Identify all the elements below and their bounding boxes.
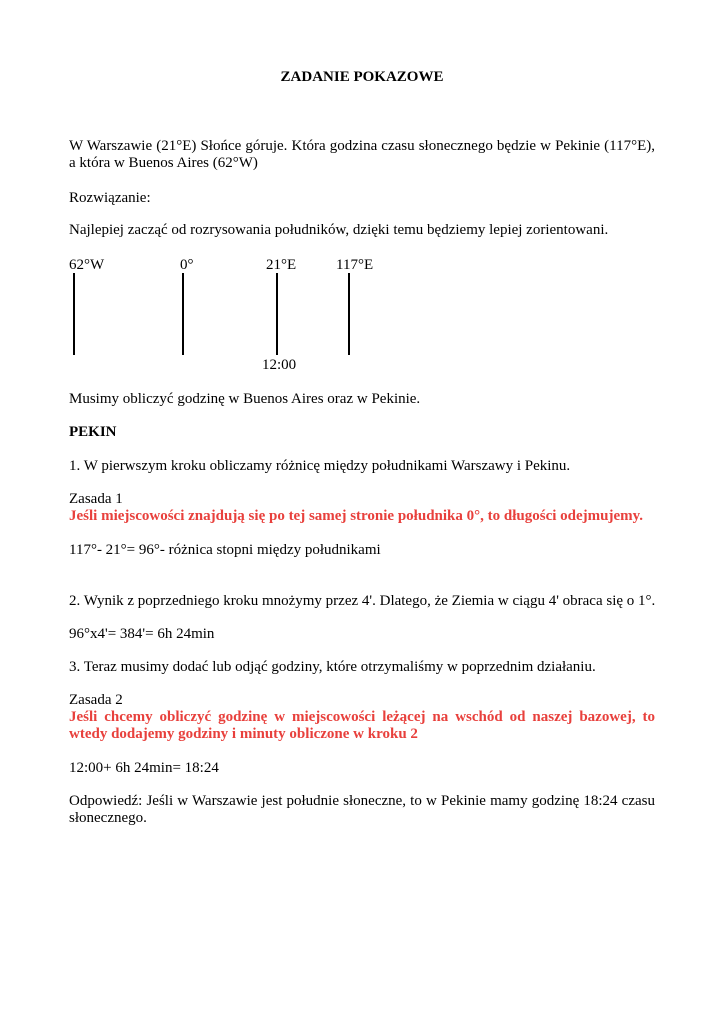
rule-1-text: Jeśli miejscowości znajdują się po tej samej stronie południka 0°, to długości odejmujemy. [69,508,644,524]
step-1-text: 1. W pierwszym kroku obliczamy różnicę między południkami Warszawy i Pekinu. [69,458,571,474]
rule-1-label: Zasada 1 [69,491,123,507]
calc-3-text: 12:00+ 6h 24min= 18:24 [69,760,219,776]
rule-2-label: Zasada 2 [69,692,123,708]
page-title: ZADANIE POKAZOWE [280,69,444,85]
meridian-line-62w [73,273,75,355]
section-heading-pekin: PEKIN [69,424,117,440]
meridian-label-0: 0° [180,257,194,273]
step-2-text: 2. Wynik z poprzedniego kroku mnożymy przez 4'. Dlatego, że Ziemia w ciągu 4' obraca się o 1°. [69,593,656,609]
solution-label: Rozwiązanie: [69,190,151,206]
meridian-label-21e: 21°E [266,257,297,273]
intro-text: Najlepiej zacząć od rozrysowania południków, dzięki temu będziemy lepiej zorientowani. [69,222,609,238]
meridian-line-21e [276,273,278,355]
compute-text: Musimy obliczyć godzinę w Buenos Aires oraz w Pekinie. [69,391,421,407]
meridian-line-0 [182,273,184,355]
step-3-text: 3. Teraz musimy dodać lub odjąć godziny, które otrzymaliśmy w poprzednim działaniu. [69,659,596,675]
meridian-time-21e: 12:00 [262,357,297,373]
rule-2-text: Jeśli chcemy obliczyć godzinę w miejscowości leżącej na wschód od naszej bazowej, to wtedy dodajemy godziny i minuty obliczone w kroku 2 [69,709,655,742]
meridian-label-117e: 117°E [336,257,374,273]
answer-text: Odpowiedź: Jeśli w Warszawie jest południe słoneczne, to w Pekinie mamy godzinę 18:24 czasu słonecznego. [69,793,655,826]
calc-2-text: 96°x4'= 384'= 6h 24min [69,626,215,642]
meridian-line-117e [348,273,350,355]
question-text: W Warszawie (21°E) Słońce góruje. Która godzina czasu słonecznego będzie w Pekinie (117°E), a która w Buenos Aires (62°W) [69,138,655,171]
meridian-label-62w: 62°W [69,257,105,273]
calc-1-text: 117°- 21°= 96°- różnica stopni między południkami [69,542,381,558]
